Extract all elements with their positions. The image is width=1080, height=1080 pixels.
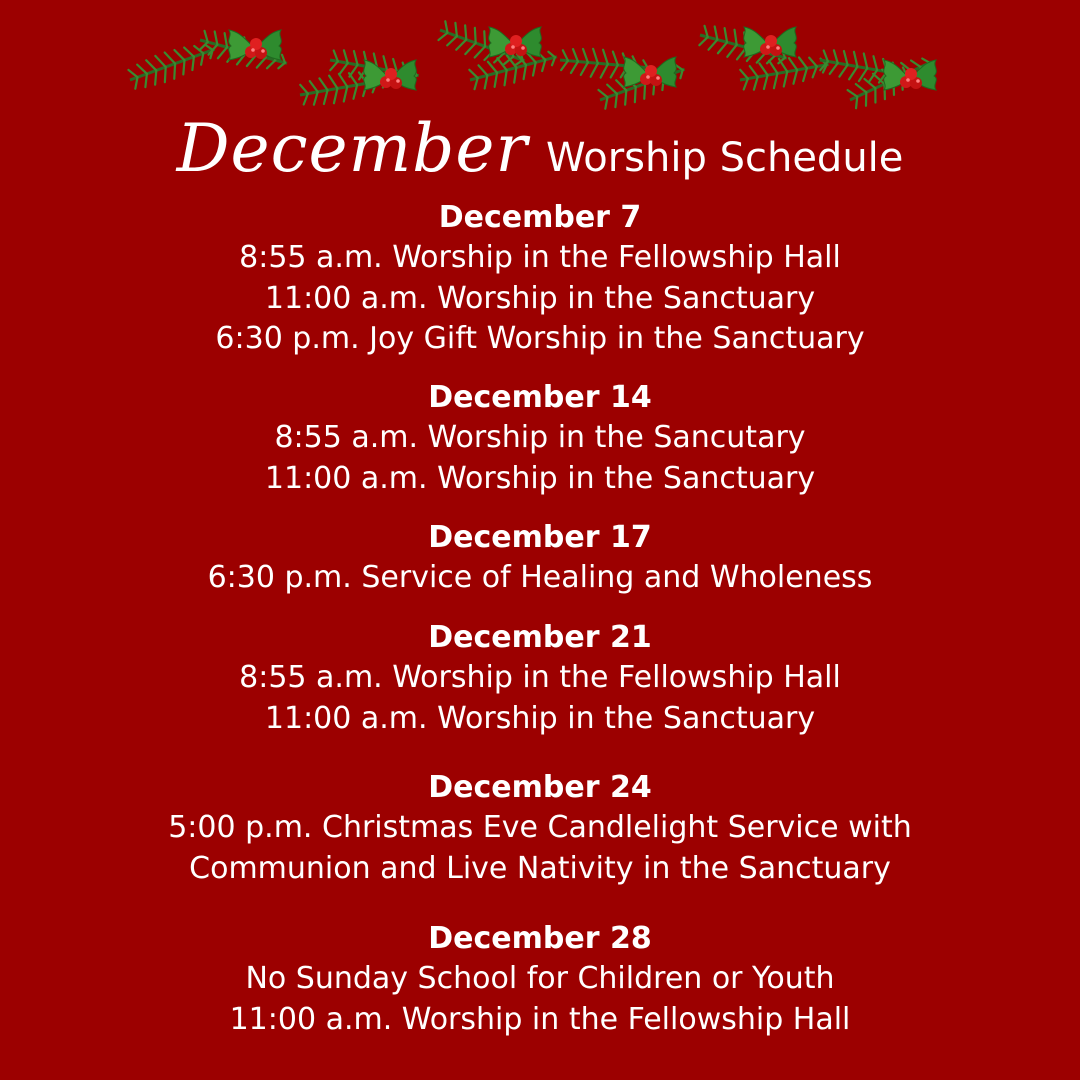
schedule-line: 8:55 a.m. Worship in the Sancutary [274,420,806,455]
schedule-line: 8:55 a.m. Worship in the Fellowship Hall [239,660,841,695]
schedule-date: December 17 [428,520,652,555]
schedule-line: 11:00 a.m. Worship in the Fellowship Hall [229,1001,851,1037]
title-script-word: December [176,110,529,187]
schedule-line: No Sunday School for Children or Youth [245,961,835,996]
schedule-section-dec-7 [0,198,1080,360]
schedule-date: December 14 [428,380,652,415]
schedule-line: 6:30 p.m. Joy Gift Worship in the Sanctuary [215,321,865,356]
schedule-date: December 21 [428,620,652,655]
schedule-date: December 7 [438,200,642,235]
schedule-line: 8:55 a.m. Worship in the Fellowship Hall [239,240,841,275]
schedule-line: 5:00 p.m. Christmas Eve Candlelight Service with [168,810,912,845]
schedule-line: Communion and Live Nativity in the Sanctuary [189,850,891,886]
schedule-line: 11:00 a.m. Worship in the Sanctuary [264,700,816,736]
schedule-section-dec-14 [0,378,1080,499]
title-rest: Worship Schedule [546,135,904,181]
schedule-line: 6:30 p.m. Service of Healing and Wholeness [207,560,873,595]
page-title [0,110,1080,187]
schedule-date: December 24 [428,770,652,805]
schedule-line: 11:00 a.m. Worship in the Sanctuary [264,460,816,496]
schedule-section-dec-24 [0,768,1080,889]
schedule-section-dec-21 [0,618,1080,739]
schedule-line: 11:00 a.m. Worship in the Sanctuary [264,280,816,316]
schedule-date: December 28 [428,921,652,956]
schedule-section-dec-28 [0,919,1080,1040]
schedule-section-dec-17 [0,518,1080,599]
